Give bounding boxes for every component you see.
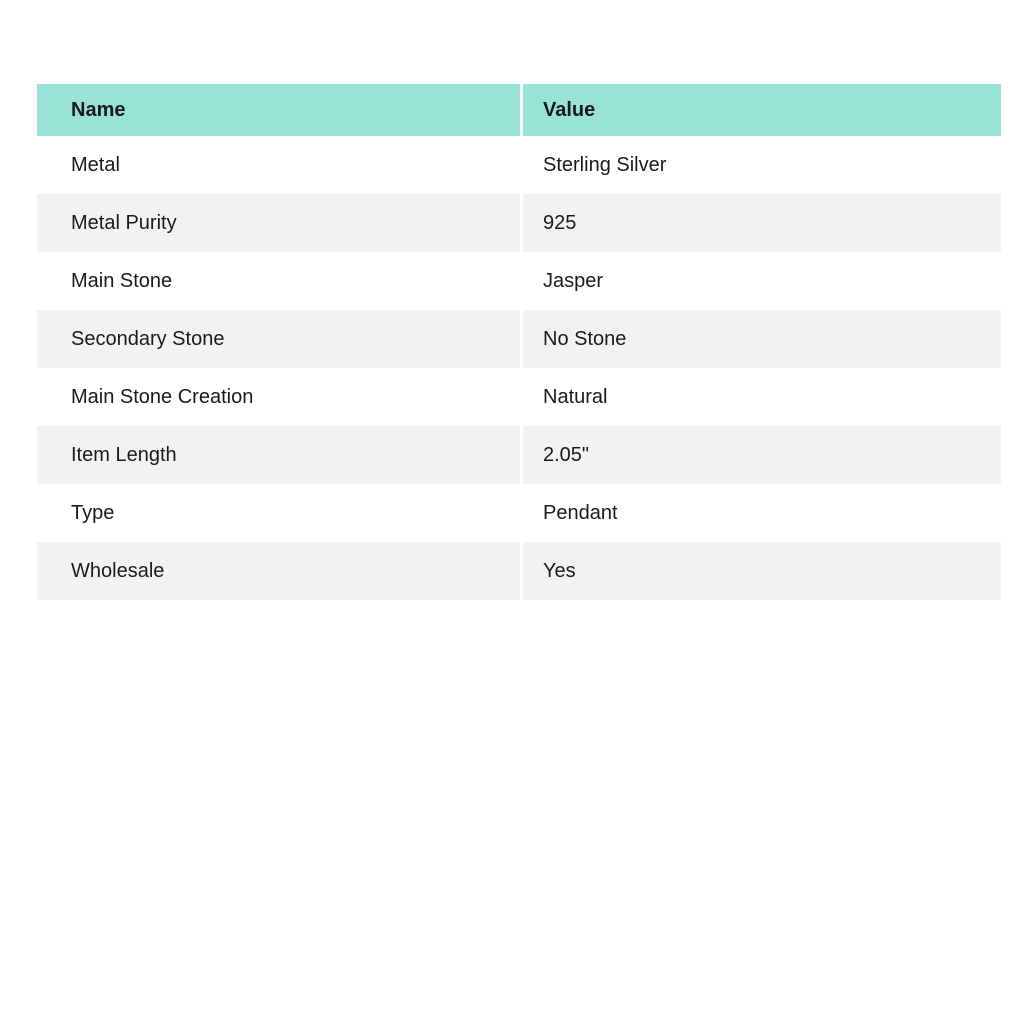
- attribute-name-cell: Secondary Stone: [37, 310, 523, 368]
- table-header-row: [37, 84, 1001, 136]
- table-row: [37, 542, 1001, 600]
- attribute-name-cell: Wholesale: [37, 542, 523, 600]
- attribute-value-cell: 2.05": [523, 426, 1001, 484]
- attribute-name-cell: Metal Purity: [37, 194, 523, 252]
- table-row: [37, 426, 1001, 484]
- product-attributes-table: [37, 84, 1001, 600]
- table-row: [37, 252, 1001, 310]
- table-body: [37, 136, 1001, 600]
- attribute-value-cell: 925: [523, 194, 1001, 252]
- attribute-value-cell: Yes: [523, 542, 1001, 600]
- column-header-name: Name: [37, 84, 523, 136]
- attributes-table-container: [37, 84, 1001, 600]
- attribute-value-cell: No Stone: [523, 310, 1001, 368]
- attribute-name-cell: Item Length: [37, 426, 523, 484]
- table-row: [37, 368, 1001, 426]
- attribute-value-cell: Jasper: [523, 252, 1001, 310]
- attribute-name-cell: Main Stone Creation: [37, 368, 523, 426]
- attribute-name-cell: Metal: [37, 136, 523, 194]
- attribute-value-cell: Sterling Silver: [523, 136, 1001, 194]
- attribute-name-cell: Main Stone: [37, 252, 523, 310]
- column-header-value: Value: [523, 84, 1001, 136]
- table-row: [37, 136, 1001, 194]
- table-row: [37, 310, 1001, 368]
- table-row: [37, 194, 1001, 252]
- attribute-value-cell: Natural: [523, 368, 1001, 426]
- table-row: [37, 484, 1001, 542]
- table-header: [37, 84, 1001, 136]
- attribute-value-cell: Pendant: [523, 484, 1001, 542]
- attribute-name-cell: Type: [37, 484, 523, 542]
